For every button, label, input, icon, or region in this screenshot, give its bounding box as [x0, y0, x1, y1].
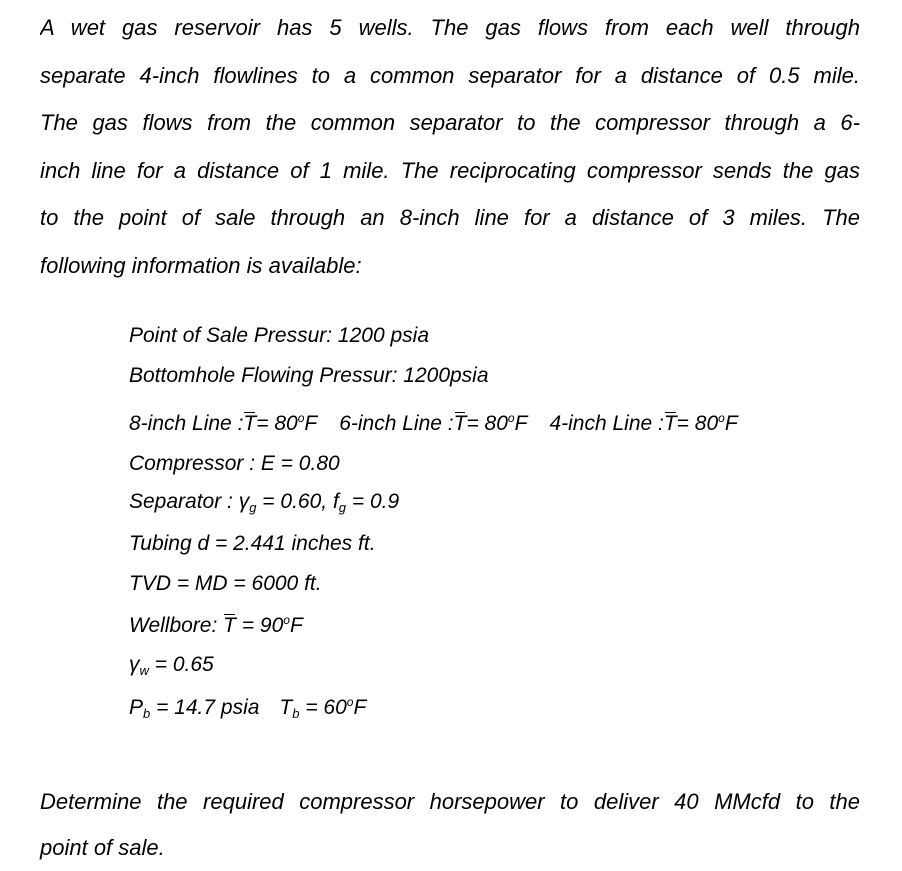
wellbore-value: = 90	[235, 614, 284, 637]
line4-value: = 80	[676, 412, 719, 435]
tvd-md: TVD = MD = 6000 ft.	[129, 572, 322, 595]
line8-unit: F	[304, 412, 318, 435]
tb-value: = 60	[299, 696, 347, 719]
water-gravity	[129, 650, 214, 680]
statement-line-1: A wet gas reservoir has 5 wells. The gas flows from each well through	[40, 15, 860, 40]
problem-statement	[40, 4, 860, 289]
line6-label: 6-inch Line :	[339, 412, 454, 435]
separator-f-value: = 0.9	[346, 490, 400, 513]
question-statement	[40, 779, 860, 871]
line8-temp-symbol: T	[243, 409, 256, 439]
question-line-2: point of sale.	[40, 835, 165, 860]
line6-value: = 80	[466, 412, 508, 435]
wellbore-degree: o	[283, 613, 290, 627]
wellbore-temperature	[129, 611, 303, 641]
separator-gamma-value: = 0.60,	[256, 490, 333, 513]
gamma-w-value: = 0.65	[148, 653, 214, 676]
line8-label: 8-inch Line :	[129, 412, 244, 435]
pb-symbol: P	[129, 696, 144, 719]
tb-subscript: b	[292, 706, 300, 721]
statement-line-3: The gas flows from the common separator to the compressor through a 6-	[40, 110, 860, 135]
statement-line-2: separate 4-inch flowlines to a common separator for a distance of 0.5 mile.	[40, 62, 860, 88]
question-line-1: Determine the required compressor horsepower to deliver 40 MMcfd to the	[40, 789, 860, 814]
line6-degree: o	[507, 411, 515, 425]
bottomhole-flowing-pressure: Bottomhole Flowing Pressur: 1200psia	[129, 364, 489, 387]
wellbore-temp-symbol: T	[223, 611, 236, 641]
f-symbol: f	[332, 490, 339, 513]
line6-temp-symbol: T	[454, 409, 467, 439]
base-conditions	[129, 693, 366, 723]
line4-label: 4-inch Line :	[549, 412, 664, 435]
gamma-symbol: γ	[238, 490, 250, 513]
gamma-w-symbol: γ	[129, 653, 140, 676]
line-temperatures	[129, 409, 738, 439]
gamma-subscript: g	[249, 500, 257, 515]
tb-symbol: T	[279, 696, 293, 719]
tb-unit: F	[353, 696, 367, 719]
statement-line-6: following information is available:	[40, 252, 362, 278]
wellbore-unit: F	[289, 614, 303, 637]
tb-degree: o	[346, 695, 354, 709]
gamma-w-subscript: w	[139, 663, 149, 678]
tubing-diameter: Tubing d = 2.441 inches ft.	[129, 532, 376, 555]
line4-temp-symbol: T	[664, 409, 677, 439]
line8-value: = 80	[256, 412, 298, 435]
point-of-sale-pressure: Point of Sale Pressur: 1200 psia	[129, 324, 430, 347]
line4-unit: F	[724, 412, 738, 435]
compressor-efficiency: Compressor : E = 0.80	[129, 452, 340, 475]
statement-line-5: to the point of sale through an 8-inch line for a distance of 3 miles. The	[40, 205, 860, 230]
pb-value: = 14.7 psia	[150, 696, 260, 719]
wellbore-label: Wellbore:	[129, 614, 224, 637]
line6-unit: F	[514, 412, 528, 435]
separator-properties	[129, 487, 399, 517]
pb-subscript: b	[143, 706, 151, 721]
separator-label: Separator :	[129, 490, 239, 513]
statement-line-4: inch line for a distance of 1 mile. The reciprocating compressor sends the gas	[40, 157, 860, 183]
line4-degree: o	[718, 411, 725, 425]
f-subscript: g	[338, 500, 347, 515]
line8-degree: o	[297, 411, 305, 425]
